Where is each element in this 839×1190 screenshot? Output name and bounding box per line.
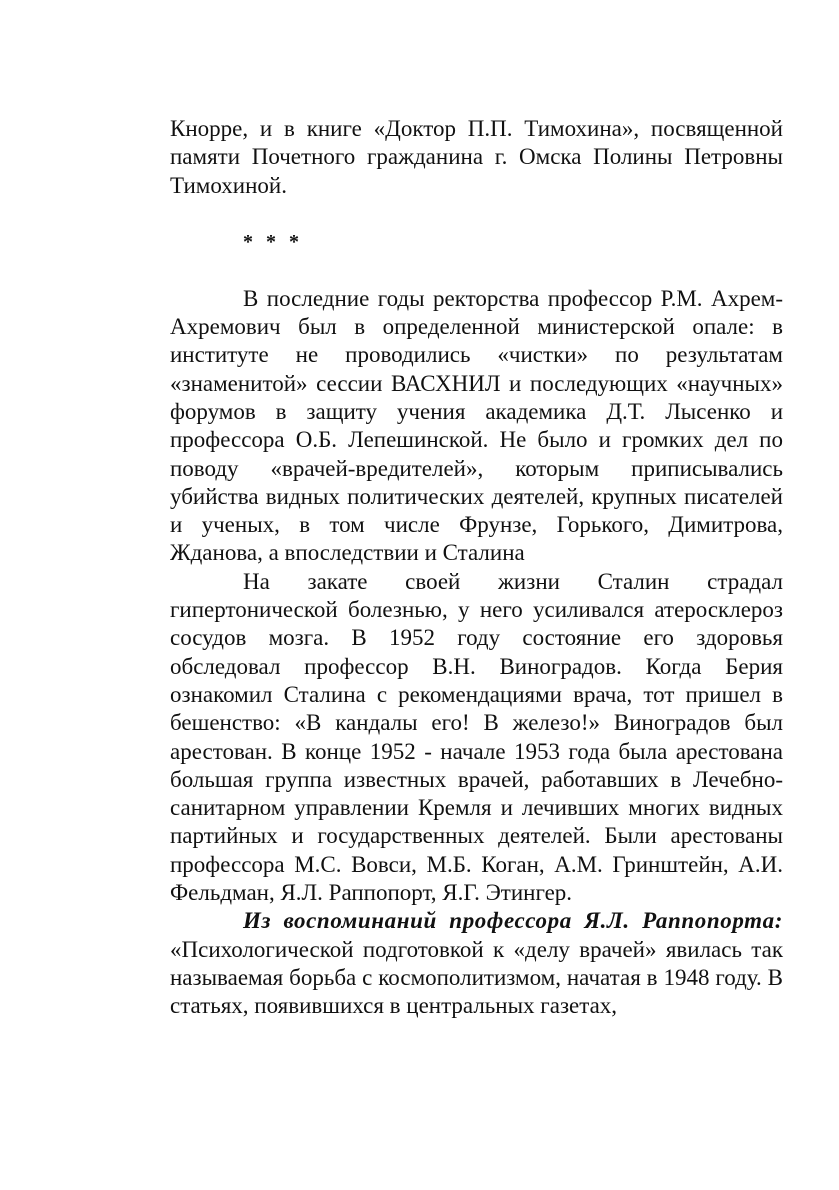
paragraph-stalin: На закате своей жизни Сталин страдал гипертонической болезнью, у него усиливался атеросклероз сосудов мозга. В 1952 году состояние его здоровья обследовал профессор В.Н. Виноградов. Когда Берия ознакомил Сталина с рекомендациями врача, тот пришел в бешенство: «В кандалы его! В железо!» Виноградов был арестован. В конце 1952 - начале 1953 года была арестована большая группа известных врачей, работавших в Лечебно-санитарном управлении Кремля и лечивших многих видных партийных и государственных деятелей. Были арестованы профессора М.С. Вовси, М.Б. Коган, А.М. Гринштейн, А.И. Фельдман, Я.Л. Раппопорт, Я.Г. Этингер. (170, 568, 783, 906)
spacer (170, 256, 783, 284)
quote-text: «Психологической подготовкой к «делу врачей» явилась так называемая борьба с космополитизмом, начатая в 1948 году. В статьях, появившихся в центральных газетах, (170, 936, 783, 1019)
spacer (170, 200, 783, 228)
section-separator: * * * (243, 231, 303, 254)
paragraph-quote (170, 907, 783, 1020)
quote-heading: Из воспоминаний профессора Я.Л. Раппопорта: (243, 908, 783, 934)
paragraph-intro: Кнорре, и в книге «Доктор П.П. Тимохина», посвященной памяти Почетного гражданина г. Омска Полины Петровны Тимохиной. (170, 116, 783, 198)
document-page (170, 115, 783, 1021)
paragraph-rectorship: В последние годы ректорства профессор Р.М. Ахрем-Ахремович был в определенной министерской опале: в институте не проводились «чистки» по результатам «знаменитой» сессии ВАСХНИЛ и последующих «научных» форумов в защиту учения академика Д.Т. Лысенко и профессора О.Б. Лепешинской. Не было и громких дел по поводу «врачей-вредителей», которым приписывались убийства видных политических деятелей, крупных писателей и ученых, в том числе Фрунзе, Горького, Димитрова, Жданова, а впоследствии и Сталина (170, 285, 783, 566)
